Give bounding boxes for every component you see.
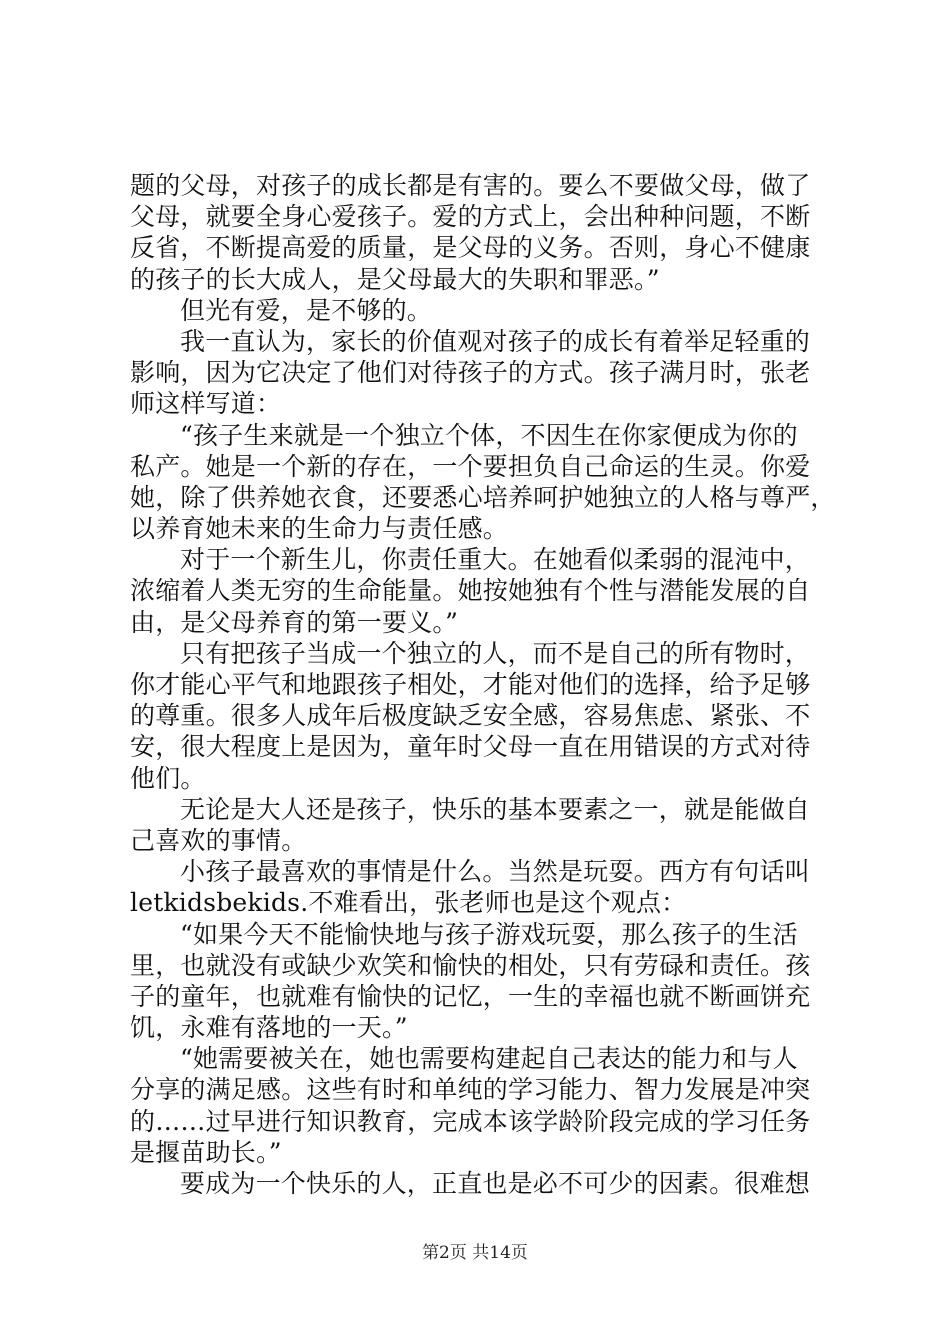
- text-line: 己喜欢的事情。: [130, 825, 307, 855]
- text-line: 由，是父母养育的第一要义。”: [130, 607, 459, 637]
- text-line: 她，除了供养她衣食，还要悉心培养呵护她独立的人格与尊严，: [130, 482, 836, 512]
- text-line: 无论是大人还是孩子，快乐的基本要素之一，就是能做自: [180, 794, 811, 824]
- document-body: [130, 170, 850, 1199]
- text-line: 影响，因为它决定了他们对待孩子的方式。孩子满月时，张老: [130, 358, 811, 388]
- text-line: 安，很大程度上是因为，童年时父母一直在用错误的方式对待: [130, 732, 811, 762]
- text-line: 的孩子的长大成人，是父母最大的失职和罪恶。”: [130, 264, 660, 294]
- text-line: 以养育她未来的生命力与责任感。: [130, 514, 509, 544]
- text-line: 我一直认为，家长的价值观对孩子的成长有着举足轻重的: [180, 326, 811, 356]
- text-line: 他们。: [130, 763, 206, 793]
- text-line: 分享的满足感。这些有时和单纯的学习能力、智力发展是冲突: [130, 1075, 811, 1105]
- text-line: 小孩子最喜欢的事情是什么。当然是玩耍。西方有句话叫: [180, 857, 811, 887]
- text-line: 浓缩着人类无穷的生命能量。她按她独有个性与潜能发展的自: [130, 576, 811, 606]
- text-line: “她需要被关在，她也需要构建起自己表达的能力和与人: [180, 1044, 798, 1074]
- text-line: 的尊重。很多人成年后极度缺乏安全感，容易焦虑、紧张、不: [130, 701, 811, 731]
- text-line: 饥，永难有落地的一天。”: [130, 1013, 408, 1043]
- page-footer: 第2页 共14页: [422, 1243, 528, 1263]
- text-line: 反省，不断提高爱的质量，是父母的义务。否则，身心不健康: [130, 233, 811, 263]
- text-line: “如果今天不能愉快地与孩子游戏玩耍，那么孩子的生活: [180, 919, 798, 949]
- text-line: letkidsbekids.不难看出，张老师也是这个观点：: [130, 888, 687, 918]
- text-line: 你才能心平气和地跟孩子相处，才能对他们的选择，给予足够: [130, 670, 811, 699]
- text-line: 但光有爱，是不够的。: [180, 295, 433, 325]
- text-line: 题的父母，对孩子的成长都是有害的。要么不要做父母，做了: [130, 171, 811, 200]
- text-line: 师这样写道：: [130, 389, 282, 419]
- text-line: 里，也就没有或缺少欢笑和愉快的相处，只有劳碌和责任。孩: [130, 950, 811, 980]
- text-line: “孩子生来就是一个独立个体，不因生在你家便成为你的: [180, 420, 798, 450]
- text-line: 私产。她是一个新的存在，一个要担负自己命运的生灵。你爱: [130, 451, 811, 481]
- text-line: 是揠苗助长。”: [130, 1137, 282, 1167]
- text-line: 的……过早进行知识教育，完成本该学龄阶段完成的学习任务: [130, 1106, 811, 1136]
- text-line: 对于一个新生儿，你责任重大。在她看似柔弱的混沌中，: [180, 545, 811, 575]
- text-line: 父母，就要全身心爱孩子。爱的方式上，会出种种问题，不断: [130, 202, 811, 232]
- text-line: 子的童年，也就难有愉快的记忆，一生的幸福也就不断画饼充: [130, 981, 811, 1011]
- text-line: 只有把孩子当成一个独立的人，而不是自己的所有物时，: [180, 638, 811, 668]
- text-line: 要成为一个快乐的人，正直也是必不可少的因素。很难想: [180, 1169, 811, 1198]
